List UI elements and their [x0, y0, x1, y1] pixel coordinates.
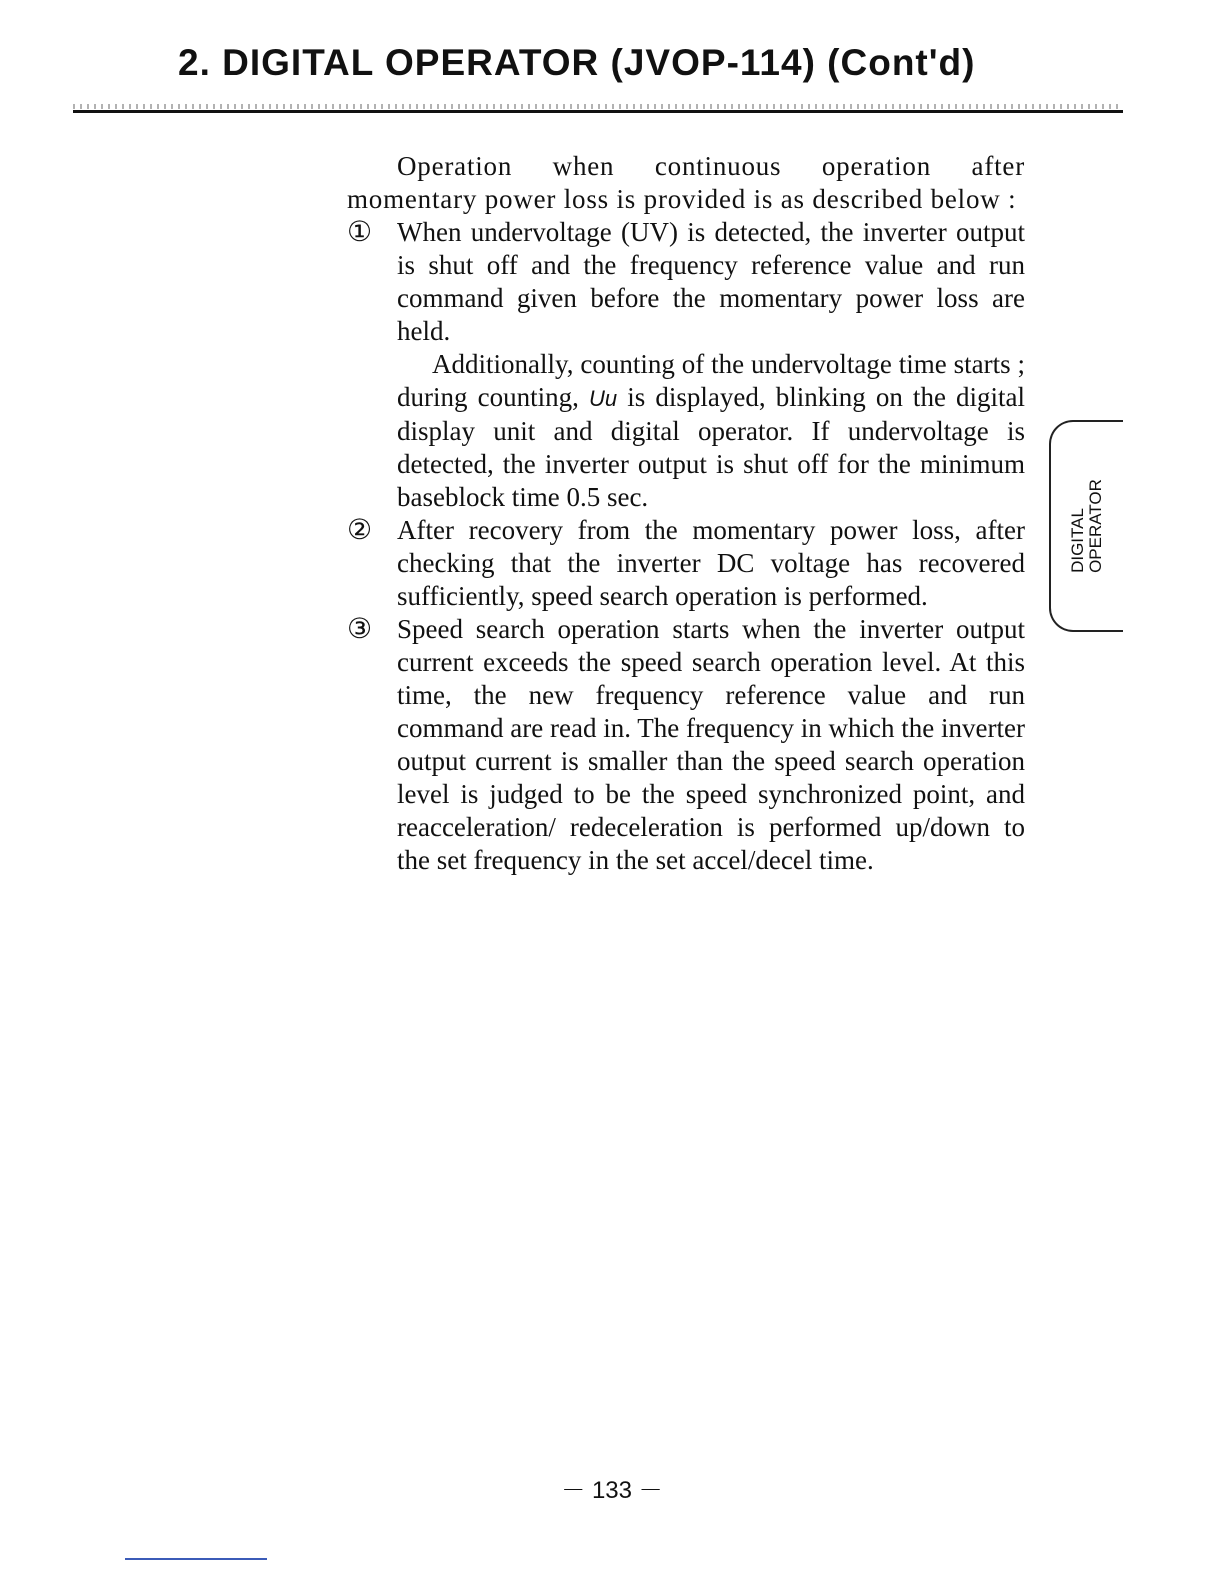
intro-paragraph: Operation when continuous operation after momentary power loss is provided is as described below :	[347, 151, 1025, 214]
item-number-1: ①	[347, 217, 373, 248]
section-tab-line-1: DIGITAL	[1068, 508, 1087, 573]
page-title: 2. DIGITAL OPERATOR (JVOP-114) (Cont'd)	[178, 42, 976, 83]
item-number-3: ③	[347, 614, 373, 645]
list-item-1	[347, 216, 1025, 514]
section-tab-label	[1069, 479, 1105, 573]
item-2-paragraph: After recovery from the momentary power loss, after checking that the inverter DC voltage has recovered sufficiently, speed search operation is performed.	[397, 515, 1025, 611]
section-tab-line-2: OPERATOR	[1086, 479, 1105, 573]
list-item-3	[347, 613, 1025, 877]
list-item-2	[347, 514, 1025, 613]
item-1-paragraph-2	[397, 348, 1025, 514]
header-divider	[73, 110, 1123, 113]
undervoltage-display-symbol: Uu	[588, 386, 618, 411]
main-content	[347, 150, 1025, 877]
section-tab	[1049, 420, 1123, 632]
footer-rule	[125, 1558, 267, 1560]
item-1-text-before-symbol: Additionally, counting of the undervoltage time starts ; during counting,	[397, 349, 1025, 412]
header-rule-texture	[73, 104, 1123, 109]
item-3-paragraph: Speed search operation starts when the inverter output current exceeds the speed search operation level. At this time, the new frequency reference value and run command are read in. The frequency in which the inverter output current is smaller than the speed search operation level is judged to be the speed synchronized point, and reacceleration/ redeceleration is performed up/down to the set frequency in the set accel/decel time.	[397, 614, 1025, 875]
page-number: － 133 －	[561, 1477, 663, 1504]
item-1-text-after-symbol: is displayed, blinking on the digital display unit and digital operator. If undervoltage is detected, the inverter output is shut off for the minimum baseblock time 0.5 sec.	[397, 382, 1026, 512]
item-number-2: ②	[347, 515, 373, 546]
item-1-paragraph: When undervoltage (UV) is detected, the inverter output is shut off and the frequency reference value and run command given before the momentary power loss are held.	[397, 217, 1025, 346]
